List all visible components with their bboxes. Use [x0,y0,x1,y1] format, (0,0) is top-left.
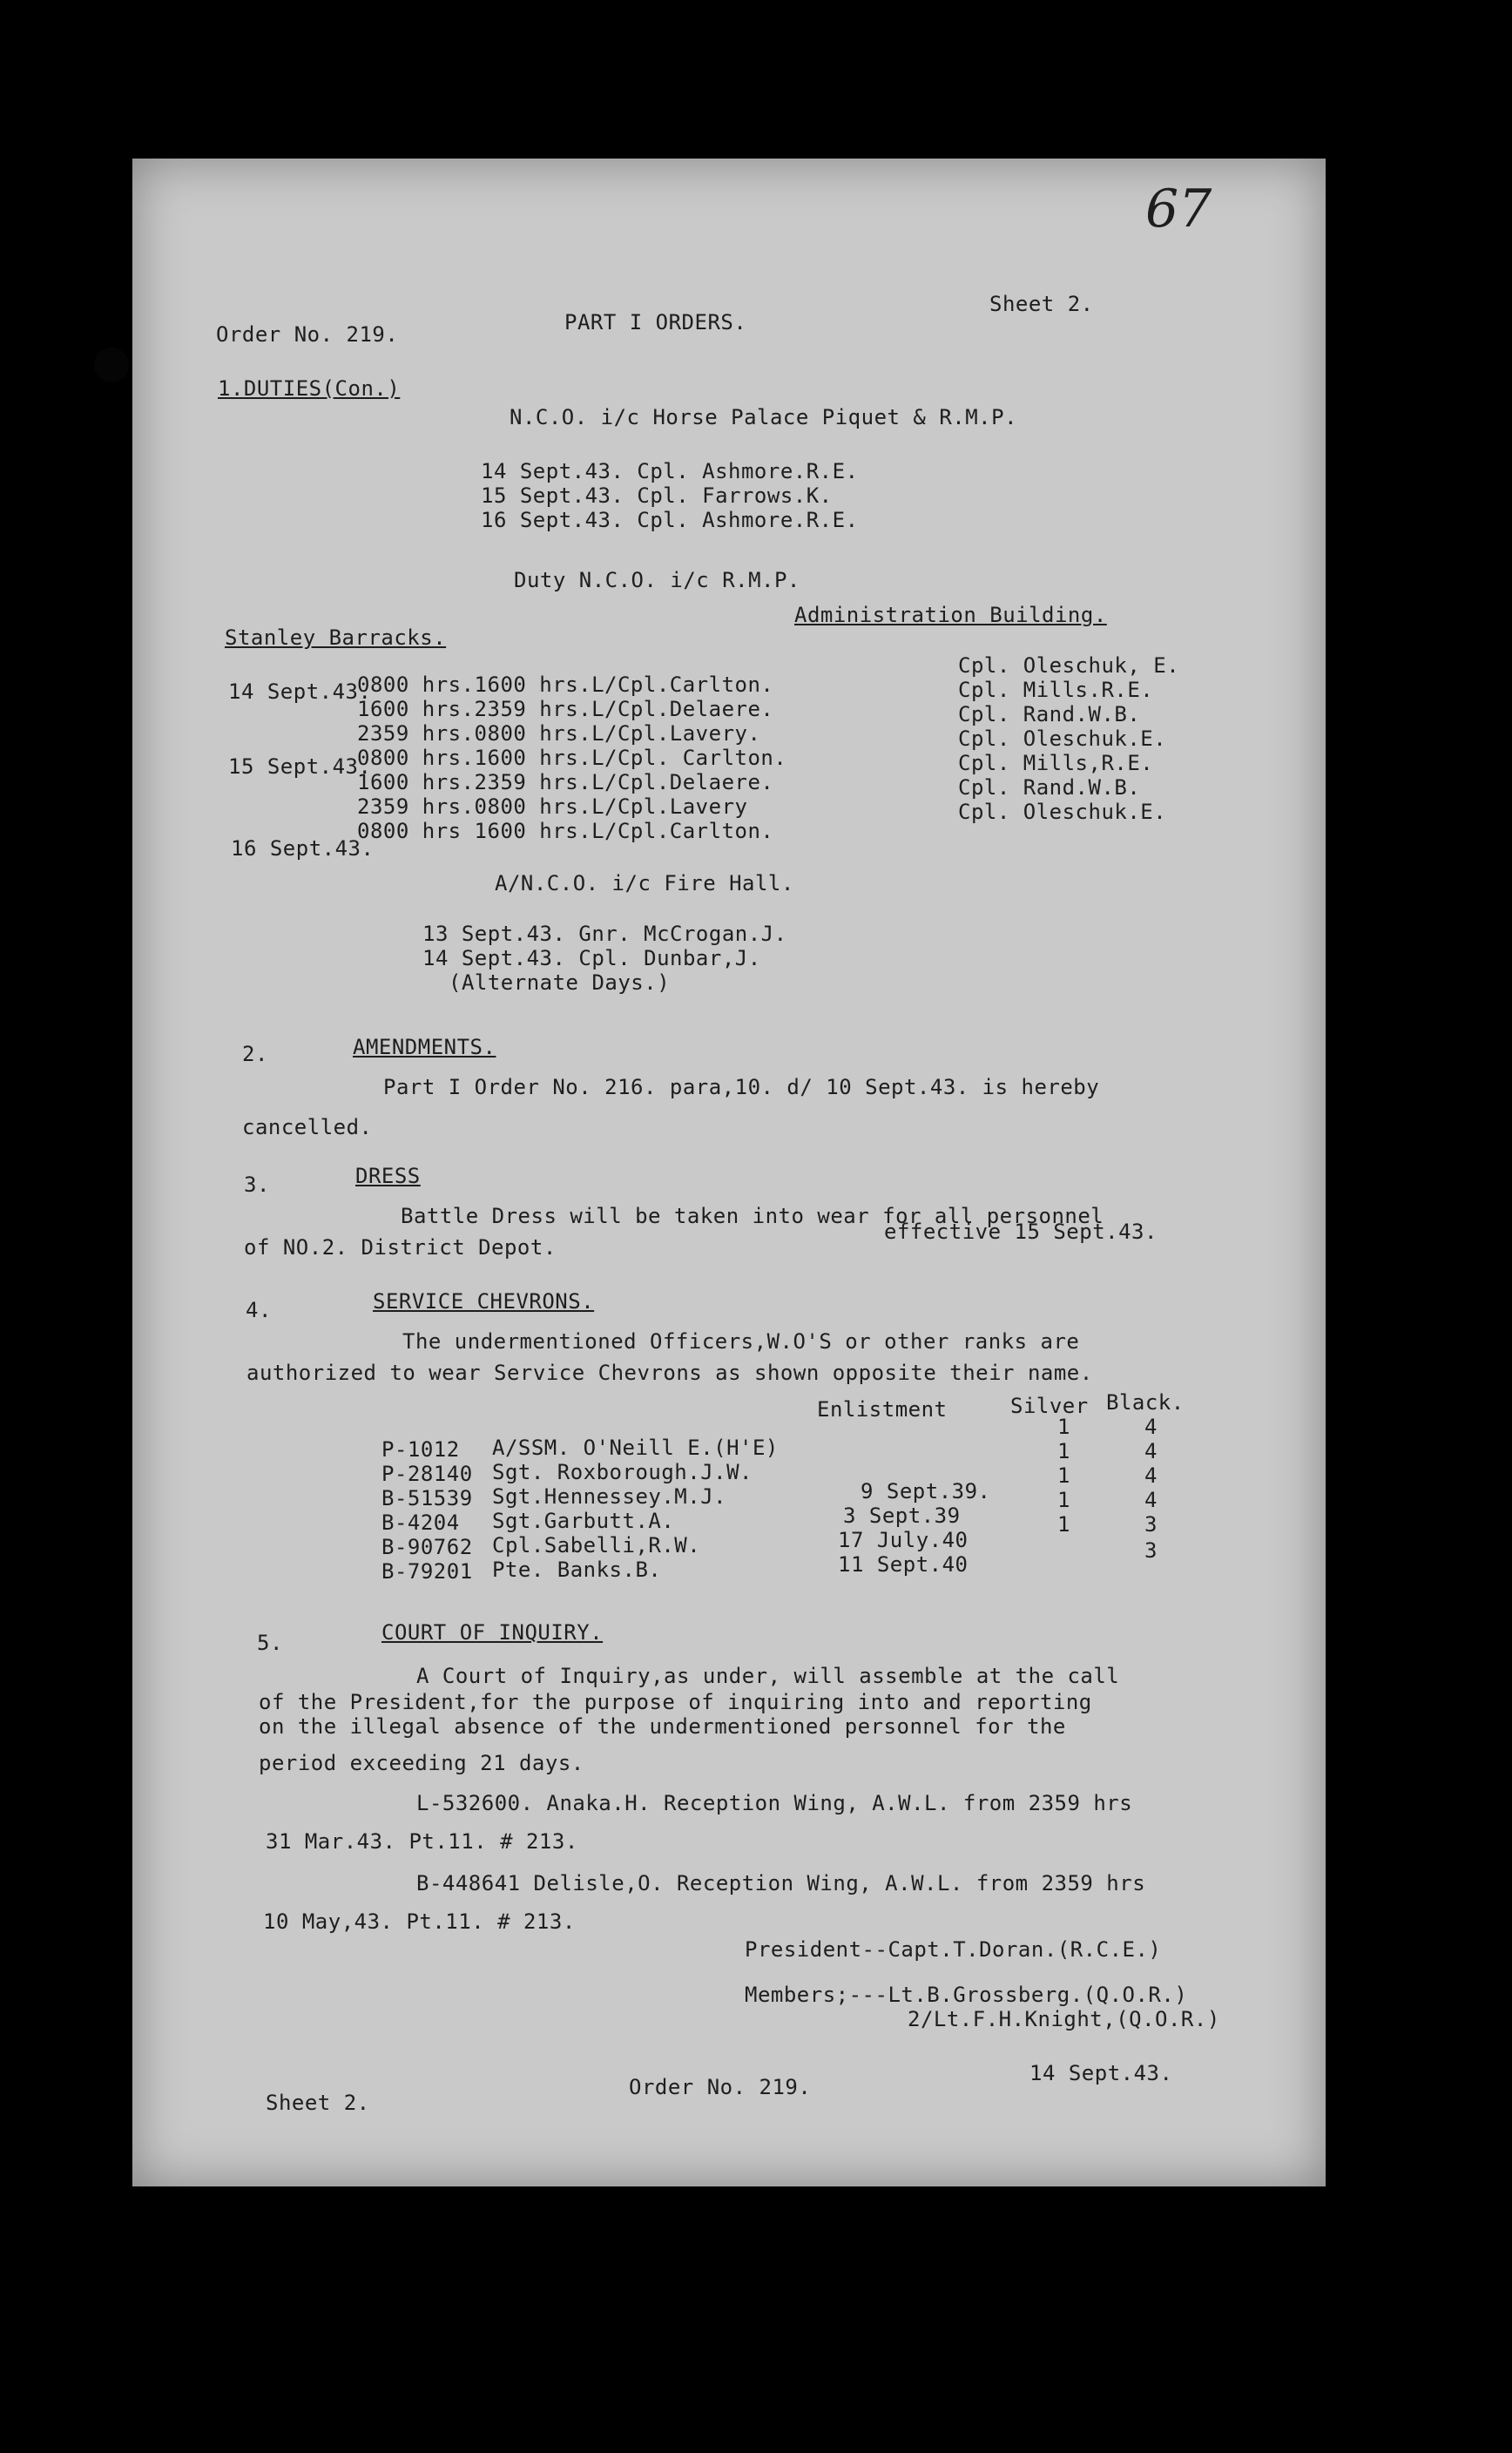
section2-text: cancelled. [242,1115,373,1139]
chevron-silver: 1 [1057,1415,1070,1439]
chevron-black: 4 [1144,1415,1158,1439]
chevron-enlistment: 3 Sept.39 [843,1504,961,1528]
inquiry-members: 2/Lt.F.H.Knight,(Q.O.R.) [908,2007,1220,2031]
chevron-name: A/SSM. O'Neill E.(H'E) [492,1436,779,1460]
chevron-black: 4 [1144,1463,1158,1488]
section2-heading: AMENDMENTS. [353,1035,496,1059]
fire-hall-row: (Alternate Days.) [449,970,671,995]
section5-number: 5. [257,1631,283,1655]
header-order-number: Order No. 219. [216,322,399,347]
chevron-black: 3 [1144,1512,1158,1537]
section3-text: of NO.2. District Depot. [244,1235,557,1260]
duty-admin: Cpl. Rand.W.B. [958,775,1141,800]
inquiry-president: President--Capt.T.Doran.(R.C.E.) [745,1937,1162,1962]
section5-text: period exceeding 21 days. [259,1751,584,1775]
inquiry-case: 31 Mar.43. Pt.11. # 213. [266,1829,578,1854]
section4-heading: SERVICE CHEVRONS. [373,1289,595,1314]
piquet-row: 14 Sept.43. Cpl. Ashmore.R.E. [481,459,859,483]
section4-number: 4. [246,1298,272,1322]
duty-time: 0800 hrs.1600 hrs.L/Cpl. Carlton. [357,746,787,770]
inquiry-case: B-448641 Delisle,O. Reception Wing, A.W.L. from 2359 hrs [416,1871,1146,1896]
duty-time: 0800 hrs.1600 hrs.L/Cpl.Carlton. [357,672,774,697]
chevron-no: B-90762 [381,1535,473,1559]
duty-admin: Cpl. Oleschuk.E. [958,726,1167,751]
administration-building-heading: Administration Building. [794,603,1107,627]
punch-hole [94,348,129,382]
chevron-silver: 1 [1057,1439,1070,1463]
chevron-name: Cpl.Sabelli,R.W. [492,1533,701,1558]
chevron-black: 4 [1144,1488,1158,1512]
chevron-silver: 1 [1057,1488,1070,1512]
chevron-no: B-4204 [381,1510,460,1535]
duty-admin: Cpl. Oleschuk.E. [958,800,1167,824]
inquiry-case: 10 May,43. Pt.11. # 213. [263,1909,576,1934]
inquiry-members: Members;---Lt.B.Grossberg.(Q.O.R.) [745,1983,1188,2007]
section5-heading: COURT OF INQUIRY. [381,1620,604,1645]
duty-date: 16 Sept.43. [231,836,375,861]
piquet-title: N.C.O. i/c Horse Palace Piquet & R.M.P. [510,405,1018,429]
section2-number: 2. [242,1042,268,1066]
chevron-name: Sgt. Roxborough.J.W. [492,1460,753,1484]
footer-order-number: Order No. 219. [629,2075,812,2099]
chevron-silver: 1 [1057,1463,1070,1488]
section4-text: authorized to wear Service Chevrons as shown opposite their name. [246,1361,1093,1385]
section5-text: on the illegal absence of the undermentioned personnel for the [259,1714,1066,1739]
section3-text: Battle Dress will be taken into wear for all personnel [401,1204,1104,1228]
fire-hall-row: 14 Sept.43. Cpl. Dunbar,J. [422,946,761,970]
piquet-row: 15 Sept.43. Cpl. Farrows.K. [481,483,833,508]
chevron-enlistment: 11 Sept.40 [838,1552,969,1577]
chevron-no: P-1012 [381,1437,460,1462]
chevron-no: B-79201 [381,1559,473,1584]
chevron-black: 3 [1144,1538,1158,1563]
handwritten-page-number: 67 [1145,179,1212,240]
chevrons-col-silver: Silver [1010,1394,1089,1418]
chevron-no: B-51539 [381,1486,473,1510]
chevron-name: Pte. Banks.B. [492,1558,662,1582]
footer-sheet: Sheet 2. [266,2091,370,2115]
chevron-black: 4 [1144,1439,1158,1463]
section3-heading: DRESS [355,1164,421,1188]
fire-hall-row: 13 Sept.43. Gnr. McCrogan.J. [422,922,787,946]
fire-hall-title: A/N.C.O. i/c Fire Hall. [495,871,794,895]
chevron-name: Sgt.Hennessey.M.J. [492,1484,727,1509]
duty-time: 1600 hrs.2359 hrs.L/Cpl.Delaere. [357,770,774,794]
duty-time: 1600 hrs.2359 hrs.L/Cpl.Delaere. [357,697,774,721]
section4-text: The undermentioned Officers,W.O'S or other ranks are [402,1329,1080,1354]
duty-admin: Cpl. Rand.W.B. [958,702,1141,726]
chevron-enlistment: 9 Sept.39. [861,1479,991,1504]
chevron-enlistment: 17 July.40 [838,1528,969,1552]
section1-heading: 1.DUTIES(Con.) [218,376,401,401]
duty-date: 14 Sept.43. [228,679,372,704]
duty-time: 0800 hrs 1600 hrs.L/Cpl.Carlton. [357,819,774,843]
section2-text: Part I Order No. 216. para,10. d/ 10 Sept.43. is hereby [383,1075,1100,1099]
duty-time: 2359 hrs.0800 hrs.L/Cpl.Lavery. [357,721,761,746]
chevron-no: P-28140 [381,1462,473,1486]
duty-admin: Cpl. Oleschuk, E. [958,653,1180,678]
duty-time: 2359 hrs.0800 hrs.L/Cpl.Lavery [357,794,748,819]
piquet-row: 16 Sept.43. Cpl. Ashmore.R.E. [481,508,859,532]
section5-text: A Court of Inquiry,as under, will assemble at the call [416,1664,1120,1688]
section3-text: effective 15 Sept.43. [884,1220,1158,1244]
section3-number: 3. [244,1172,270,1197]
section5-text: of the President,for the purpose of inquiring into and reporting [259,1690,1092,1714]
chevron-silver: 1 [1057,1512,1070,1537]
duty-admin: Cpl. Mills,R.E. [958,751,1154,775]
header-title: PART I ORDERS. [564,310,747,334]
chevrons-col-black: Black. [1106,1390,1185,1415]
duty-admin: Cpl. Mills.R.E. [958,678,1154,702]
footer-date: 14 Sept.43. [1029,2061,1173,2085]
header-sheet: Sheet 2. [989,292,1094,316]
inquiry-case: L-532600. Anaka.H. Reception Wing, A.W.L. from 2359 hrs [416,1791,1133,1815]
duty-date: 15 Sept.43. [228,754,372,779]
stanley-barracks-heading: Stanley Barracks. [225,625,447,650]
chevron-name: Sgt.Garbutt.A. [492,1509,675,1533]
chevrons-col-enlistment: Enlistment [817,1397,948,1422]
duty-title: Duty N.C.O. i/c R.M.P. [514,568,800,592]
